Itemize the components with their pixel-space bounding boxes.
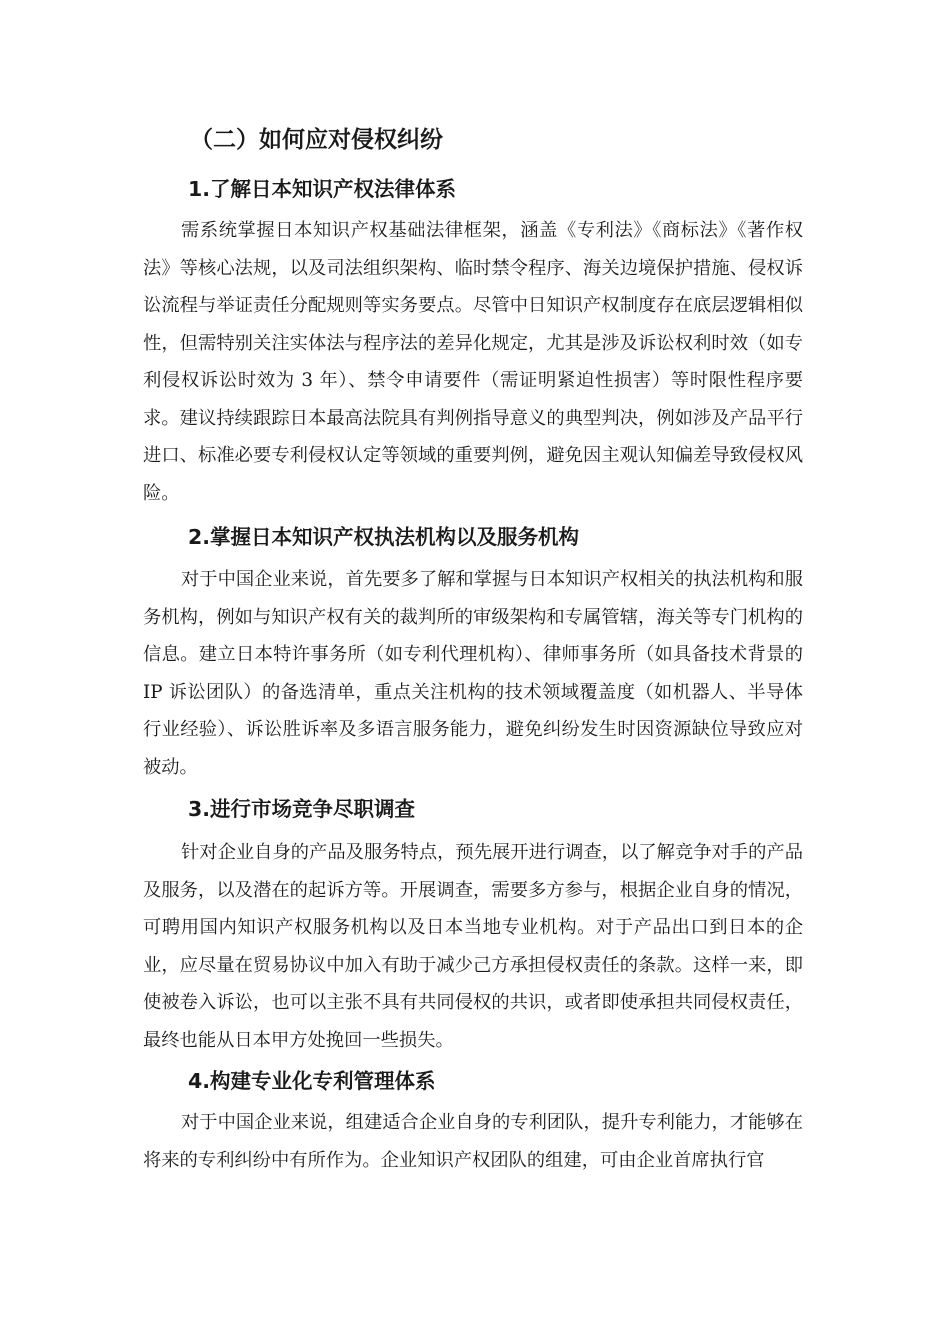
section-title: （二）如何应对侵权纠纷 bbox=[190, 127, 443, 153]
subsection-paragraph-4: 对于中国企业来说，组建适合企业自身的专利团队，提升专利能力，才能够在将来的专利纠纷中有所作为。企业知识产权团队的组建，可由企业首席执行官 bbox=[143, 1112, 803, 1171]
subsection-heading-4: 4.构建专业化专利管理体系 bbox=[188, 1069, 436, 1093]
subsection-heading-2: 2.掌握日本知识产权执法机构以及服务机构 bbox=[188, 525, 580, 549]
subsection-paragraph-1: 需系统掌握日本知识产权基础法律框架，涵盖《专利法》《商标法》《著作权法》等核心法规，以及司法组织架构、临时禁令程序、海关边境保护措施、侵权诉讼流程与举证责任分配规则等实务要点。尽管中日知识产权制度存在底层逻辑相似性，但需特别关注实体法与程序法的差异化规定，尤其是涉及诉讼权利时效（如专利侵权诉讼时效为 3 年）、禁令申请要件（需证明紧迫性损害）等时限性程序要求。建议持续跟踪日本最高法院具有判例指导意义的典型判决，例如涉及产品平行进口、标准必要专利侵权认定等领域的重要判例，避免因主观认知偏差导致侵权风险。 bbox=[143, 220, 803, 504]
subsection-heading-3: 3.进行市场竞争尽职调查 bbox=[188, 797, 416, 821]
subsection-heading-1: 1.了解日本知识产权法律体系 bbox=[188, 177, 457, 201]
subsection-paragraph-2: 对于中国企业来说，首先要多了解和掌握与日本知识产权相关的执法机构和服务机构，例如与知识产权有关的裁判所的审级架构和专属管辖，海关等专门机构的信息。建立日本特许事务所（如专利代理机构）、律师事务所（如具备技术背景的 IP 诉讼团队）的备选清单，重点关注机构的技术领域覆盖度（如机器人、半导体行业经验）、诉讼胜诉率及多语言服务能力，避免纠纷发生时因资源缺位导致应对被动。 bbox=[143, 569, 803, 778]
subsection-paragraph-3: 针对企业自身的产品及服务特点，预先展开进行调查，以了解竞争对手的产品及服务，以及潜在的起诉方等。开展调查，需要多方参与，根据企业自身的情况，可聘用国内知识产权服务机构以及日本当地专业机构。对于产品出口到日本的企业，应尽量在贸易协议中加入有助于减少己方承担侵权责任的条款。这样一来，即使被卷入诉讼，也可以主张不具有共同侵权的共识，或者即使承担共同侵权责任，最终也能从日本甲方处挽回一些损失。 bbox=[143, 842, 803, 1051]
